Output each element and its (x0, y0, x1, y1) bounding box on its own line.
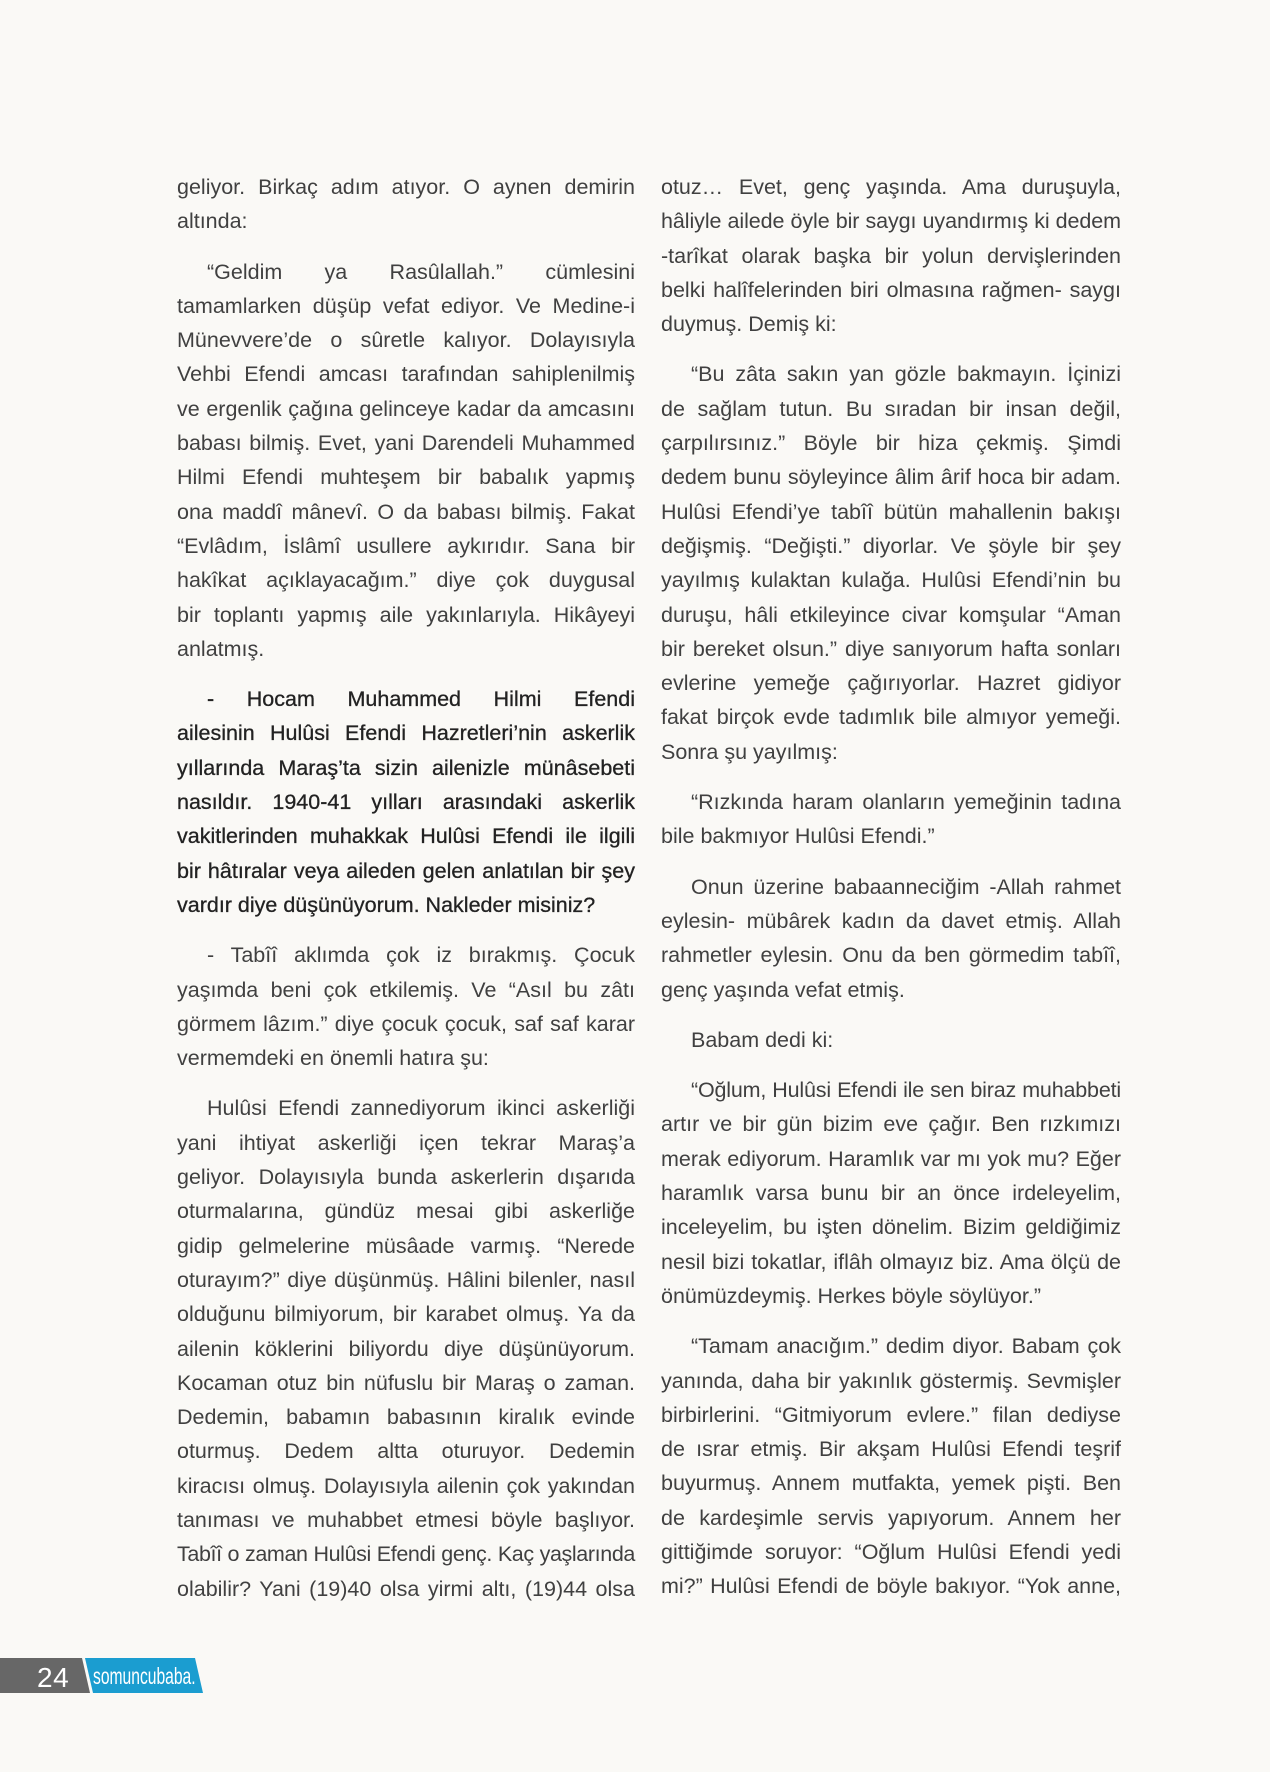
text-line: oturayım?” diye düşünmüş. Hâlini bilenler, nasıl (177, 1267, 635, 1292)
text-line: anlatmış. (177, 636, 265, 661)
text-line: Münevvere’de o sûretle kalıyor. Dolayısıyla (177, 328, 635, 353)
text-line: babası bilmiş. Evet, yani Darendeli Muhammed (177, 431, 635, 456)
paragraph (661, 870, 1121, 1007)
text-line: bir hâtıralar veya aileden gelen anlatılan bir şey (177, 858, 635, 883)
text-line: -tarîkat olarak başka bir yolun dervişlerinden (661, 243, 1121, 268)
text-line: “Oğlum, Hulûsi Efendi ile sen biraz muhabbeti (691, 1078, 1121, 1103)
text-line: bir bereket olsun.” diye sanıyorum hafta sonları (661, 636, 1121, 661)
text-column-right (661, 170, 1121, 1620)
text-line: “Evlâdım, İslâmî usullere aykırıdır. Sana bir (177, 533, 635, 558)
text-line: Tabîî o zaman Hulûsi Efendi genç. Kaç yaşlarında (177, 1542, 635, 1567)
text-line: yayılmış kulaktan kulağa. Hulûsi Efendi’nin bu (661, 568, 1121, 593)
text-line: Kocaman otuz bin nüfuslu bir Maraş o zaman. (177, 1370, 635, 1395)
text-line: Hilmi Efendi muhteşem bir babalık yapmış (177, 465, 635, 490)
text-column-left (177, 170, 635, 1622)
text-line: nesil bizi tokatlar, iflâh olmayız biz. Ama ölçü de (661, 1249, 1121, 1274)
text-line: geliyor. Dolayısıyla bunda askerlerin dışarıda (177, 1165, 635, 1190)
text-line: birbirlerini. “Gitmiyorum evlere.” filan dediyse (661, 1402, 1121, 1427)
paragraph (661, 785, 1121, 854)
text-line: bile bakmıyor Hulûsi Efendi.” (661, 824, 935, 849)
text-line: de ısrar etmiş. Bir akşam Hulûsi Efendi teşrif (661, 1437, 1121, 1462)
text-line: nasıldır. 1940-41 yılları arasındaki askerlik (177, 790, 635, 815)
text-line: tamamlarken düşüp vefat ediyor. Ve Medine-i (177, 293, 635, 318)
text-line: vardır diye düşünüyorum. Nakleder misiniz? (177, 892, 596, 917)
text-line: eylesin- mübârek kadın da davet etmiş. Allah (661, 908, 1121, 933)
paragraph (177, 1091, 635, 1605)
text-line: belki halîfelerinden biri olmasına rağmen- saygı (661, 277, 1121, 302)
text-line: ve ergenlik çağına gelinceye kadar da amcasını (177, 396, 635, 421)
text-line: geliyor. Birkaç adım atıyor. O aynen demirin (177, 175, 635, 199)
text-line: yani ihtiyat askerliği içen tekrar Maraş’a (177, 1130, 635, 1155)
text-line: fakat birçok evde tadımlık bile almıyor yemeği. (661, 705, 1121, 730)
text-line: Hulûsi Efendi’ye tabîî bütün mahallenin bakışı (661, 499, 1121, 524)
text-line: artır ve bir gün bizim eve çağır. Ben rızkımızı (661, 1112, 1121, 1137)
page-number: 24 (37, 1662, 70, 1693)
text-line: yıllarında Maraş’ta sizin ailenizle münâsebeti (177, 755, 635, 780)
text-line: Vehbi Efendi amcası tarafından sahiplenilmiş (177, 362, 635, 387)
text-line: tanıması ve muhabbet etmesi böyle başlıyor. (177, 1507, 635, 1532)
text-line: oturmuş. Dedem altta oturuyor. Dedemin (177, 1439, 635, 1464)
text-line: görmem lâzım.” diye çocuk çocuk, saf saf karar (177, 1011, 635, 1036)
text-line: de kardeşimle servis yapıyorum. Annem her (661, 1505, 1121, 1530)
paragraph (661, 1073, 1121, 1313)
text-line: mi?” Hulûsi Efendi de böyle bakıyor. “Yok anne, (661, 1574, 1121, 1599)
text-line: bir toplantı yapmış aile yakınlarıyla. Hikâyeyi (177, 602, 635, 627)
text-line: evlerine yemeğe çağırıyorlar. Hazret gidiyor (661, 671, 1121, 696)
text-line: Onun üzerine babaanneciğim -Allah rahmet (691, 874, 1121, 899)
text-line: - Tabîî aklımda çok iz bırakmış. Çocuk (207, 943, 635, 968)
text-line: merak ediyorum. Haramlık var mı yok mu? Eğer (661, 1146, 1121, 1171)
paragraph (177, 255, 635, 667)
text-line: önümüzdeymiş. Herkes böyle söylüyor.” (661, 1283, 1041, 1308)
text-line: oturmalarına, gündüz mesai gibi askerliğe (177, 1199, 635, 1224)
text-line: altında: (177, 209, 248, 234)
paragraph (177, 938, 635, 1075)
text-line: duymuş. Demiş ki: (661, 312, 837, 337)
text-line: gittiğimde soruyor: “Oğlum Hulûsi Efendi yedi (661, 1539, 1121, 1564)
interview-question (177, 682, 635, 922)
text-line: genç yaşında vefat etmiş. (661, 977, 905, 1002)
text-line: “Geldim ya Rasûlallah.” cümlesini (207, 259, 635, 284)
text-line: olduğunu bilmiyorum, bir karabet olmuş. Ya da (177, 1302, 635, 1327)
text-line: ailesinin Hulûsi Efendi Hazretleri’nin askerlik (177, 721, 635, 746)
text-line: “Rızkında haram olanların yemeğinin tadına (691, 790, 1121, 815)
text-line: hâliyle ailede öyle bir saygı uyandırmış ki dedem (661, 209, 1121, 234)
paragraph (177, 170, 635, 239)
text-line: de sağlam tutun. Bu sıradan bir insan değil, (661, 396, 1121, 421)
text-line: çarpılırsınız.” Böyle bir hiza çekmiş. Şimdi (661, 431, 1121, 456)
text-line: kiracısı olmuş. Dolayısıyla ailenin çok yakından (177, 1473, 635, 1498)
brand-logo: somuncubaba. (93, 1663, 196, 1689)
text-line: Sonra şu yayılmış: (661, 739, 838, 764)
text-line: haramlık varsa bunu bir an önce irdeleyelim, (661, 1181, 1121, 1206)
text-line: olabilir? Yani (19)40 olsa yirmi altı, (19)44 olsa (177, 1576, 635, 1601)
text-line: yaşımda beni çok etkilemiş. Ve “Asıl bu zâtı (177, 977, 635, 1002)
text-line: Dedemin, babamın babasının kiralık evinde (177, 1405, 635, 1430)
text-line: dedem bunu söyleyince âlim ârif hoca bir adam. (661, 465, 1121, 490)
text-line: otuz… Evet, genç yaşında. Ama duruşuyla, (661, 175, 1121, 199)
text-line: Babam dedi ki: (691, 1027, 834, 1052)
text-line: değişmiş. “Değişti.” diyorlar. Ve şöyle bir şey (661, 533, 1121, 558)
text-line: Hulûsi Efendi zannediyorum ikinci askerliği (207, 1096, 635, 1121)
text-line: vakitlerinden muhakkak Hulûsi Efendi ile ilgili (177, 824, 635, 849)
text-line: - Hocam Muhammed Hilmi Efendi (207, 687, 635, 712)
text-line: duruşu, hâli etkileyince civar komşular “Aman (661, 602, 1121, 627)
paragraph (661, 1329, 1121, 1603)
text-line: gidip gelmelerine müsâade varmış. “Nerede (177, 1233, 635, 1258)
text-line: “Bu zâta sakın yan gözle bakmayın. İçinizi (691, 362, 1121, 387)
text-line: buyurmuş. Annem mutfakta, yemek pişti. Ben (661, 1471, 1121, 1496)
text-line: inceleyelim, bu işten dönelim. Bizim geldiğimiz (661, 1215, 1121, 1240)
text-line: ailenin köklerini biliyordu diye düşünüyorum. (177, 1336, 635, 1361)
paragraph (661, 170, 1121, 341)
text-line: vermemdeki en önemli hatıra şu: (177, 1046, 489, 1071)
text-line: rahmetler eylesin. Onu da ben görmedim tabîî, (661, 943, 1121, 968)
paragraph (661, 1023, 1121, 1057)
text-line: hakîkat açıklayacağım.” diye çok duygusal (177, 568, 635, 593)
text-line: “Tamam anacığım.” dedim diyor. Babam çok (691, 1334, 1121, 1359)
paragraph (661, 357, 1121, 769)
text-line: ona maddî mânevî. O da babası bilmiş. Fakat (177, 499, 635, 524)
text-line: yanında, daha bir yakınlık göstermiş. Sevmişler (661, 1368, 1121, 1393)
